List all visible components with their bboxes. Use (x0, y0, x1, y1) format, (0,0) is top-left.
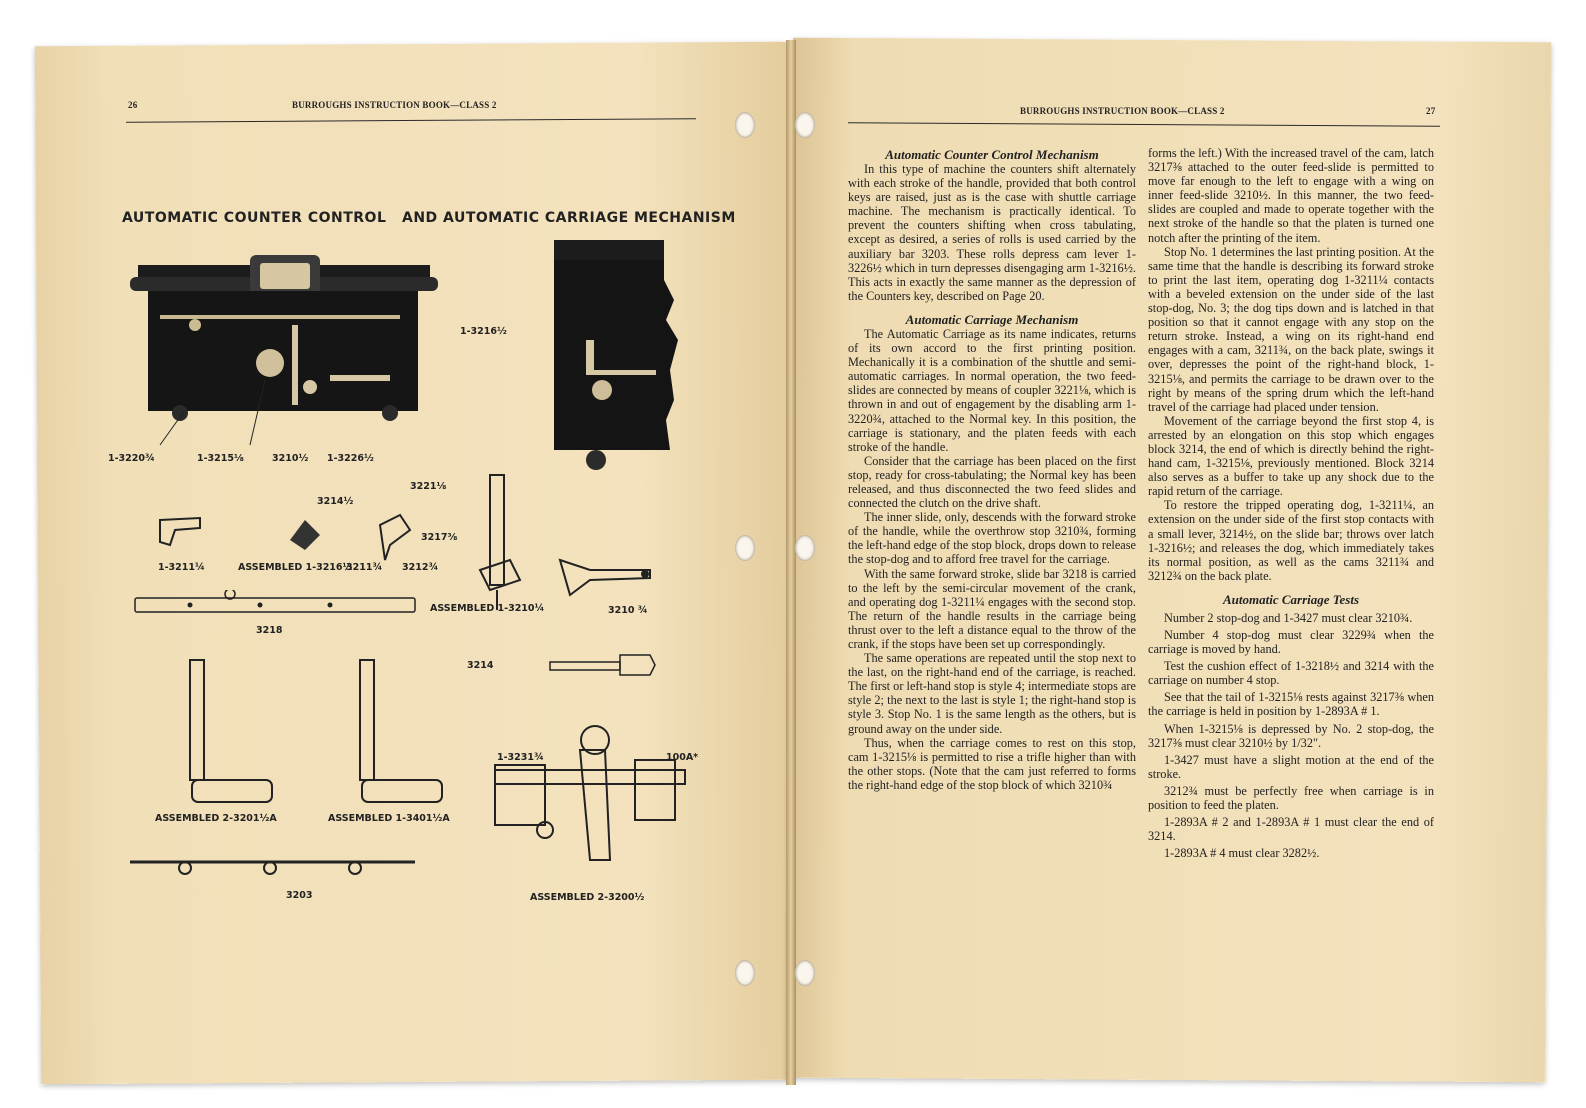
punch-hole (795, 535, 815, 561)
counter-control-photo (120, 245, 450, 455)
test-item: See that the tail of 1-3215⅛ rests against 3217⅜ when the carriage is held in position by 1-2893A # 1. (1148, 690, 1434, 719)
slide-bar-3218 (130, 590, 430, 620)
part-label: 1-3216½ (460, 326, 507, 337)
part-label: ASSEMBLED 1-3216½ (238, 562, 353, 573)
part-label: 3214½ (317, 496, 354, 507)
part-label: 3212¾ (402, 562, 439, 573)
test-item: When 1-3215⅛ is depressed by No. 2 stop-dog, the 3217⅜ must clear 3210½ by 1/32". (1148, 721, 1434, 750)
assembled-1-3401-half-a (340, 650, 450, 820)
part-label: 100A* (666, 752, 699, 763)
assembled-2-3200-half (485, 710, 695, 880)
assembled-2-3201-half-a (170, 650, 280, 820)
section-heading: Automatic Carriage Mechanism (905, 311, 1079, 327)
part-label: ASSEMBLED 2-3201½A (155, 813, 277, 824)
left-page-number: 26 (128, 100, 138, 110)
paragraph: To restore the tripped operating dog, 1-3211¼, an extension on the under side of the first stop contacts with a small lever, 3214½, on the slide bar; throws over latch 1-3216½; and releases the dog, which immediately takes its normal position, as well as the cams 3211¾ and 3212¾ on the back plate. (1148, 498, 1434, 583)
figure-title-right: AND AUTOMATIC CARRIAGE MECHANISM (402, 210, 736, 226)
paragraph: forms the left.) With the increased travel of the cam, latch 3217⅜ attached to the outer feed-slide is permitted to move far enough to the left to engage with a wing on inner feed-slide 3210½. In this manner, the two feed-slides are coupled and made to operate together with the next stroke of the handle so that the platen is turned one notch after the printing of the item. (1148, 146, 1434, 245)
part-label: 3218 (256, 625, 283, 636)
part-label: 3210 ¾ (608, 605, 648, 616)
paragraph: The inner slide, only, descends with the forward stroke of the handle, while the overthrow stop 3210¾, forming the left-hand edge of the stop block, drops down to release the stop-dog and to afford free travel for the carriage. (848, 510, 1136, 567)
section-heading: Automatic Carriage Tests (1222, 591, 1360, 607)
part-label: 3217⅜ (421, 532, 458, 543)
part-label: 1-3211¼ (158, 562, 205, 573)
assembled-1-3210-quarter (460, 470, 560, 610)
part-label: 1-3220¾ (108, 453, 155, 464)
part-3214 (540, 650, 670, 690)
paragraph: In this type of machine the counters shift alternately with each stroke of the handle, provided that both control keys are raised, just as is the case with shuttle carriage machine. The mechanism is practically identical. To prevent the counters shifting when cross tabulating, except as desired, a series of rolls is used carried by the auxiliary bar 3203. These rolls depress cam lever 1-3226½ which in turn depresses disengaging arm 1-3216½. This acts in exactly the same manner as the depression of the Counters key, described on Page 20. (848, 162, 1136, 303)
part-label: 1-3215⅛ (197, 453, 244, 464)
part-label: 3221⅛ (410, 481, 447, 492)
punch-hole (735, 535, 755, 561)
test-item: 1-2893A # 2 and 1-2893A # 1 must clear the end of 3214. (1148, 815, 1434, 844)
part-label: 3214 (467, 660, 494, 671)
part-label: 3210½ (272, 453, 309, 464)
paragraph: Thus, when the carriage comes to rest on this stop, cam 1-3215⅛ is permitted to rise a trifle higher than with the other stops. (Note that the cam just referred to forms the right-hand edge of the stop block of which 3210¾ (848, 735, 1136, 792)
test-item: 1-3427 must have a slight motion at the end of the stroke. (1148, 752, 1434, 781)
part-label: ASSEMBLED 2-3200½ (530, 892, 645, 903)
paragraph: With the same forward stroke, slide bar 3218 is carried to the left by the semi-circular movement of the crank, and operating dog 1-3211¼ engages with the second stop. The return of the handle results in the carriage being thrust over to the left a distance equal to the throw of the crank, if the stops have been set up correspondingly. (848, 566, 1136, 651)
figure-title-left: AUTOMATIC COUNTER CONTROL (122, 210, 387, 226)
open-booklet (30, 30, 1560, 1090)
part-label: 3211¾ (346, 562, 383, 573)
binding-gutter (786, 40, 796, 1085)
part-label: 3203 (286, 890, 313, 901)
test-item: Test the cushion effect of 1-3218½ and 3214 with the carriage on number 4 stop. (1148, 659, 1434, 688)
punch-hole (735, 960, 755, 986)
part-label: 1-3231¾ (497, 752, 544, 763)
text-column-1 (848, 148, 1136, 792)
part-label: ASSEMBLED 1-3401½A (328, 813, 450, 824)
punch-hole (795, 112, 815, 138)
paragraph: The same operations are repeated until the stop next to the last, on the right-hand end of the carriage, is reached. The first or left-hand stop is style 4; intermediate stops are style 2; the next to the last is style 1; the right-hand stop is style 3. Stop No. 1 is the same length as the others, but is ground away on the under side. (848, 651, 1136, 736)
punch-hole (735, 112, 755, 138)
part-label: 1-3226½ (327, 453, 374, 464)
punch-hole (795, 960, 815, 986)
paragraph: Consider that the carriage has been placed on the first stop, ready for cross-tabulating; the Normal key has been released, and thus disconnected the two feed slides and connected the clutch on the drive shaft. (848, 453, 1136, 511)
test-item: Number 2 stop-dog and 1-3427 must clear 3210¾. (1164, 610, 1413, 625)
left-running-head: BURROUGHS INSTRUCTION BOOK—CLASS 2 (292, 100, 497, 110)
right-running-head: BURROUGHS INSTRUCTION BOOK—CLASS 2 (1020, 106, 1225, 116)
test-item: Number 4 stop-dog must clear 3229¾ when the carriage is moved by hand. (1148, 628, 1434, 657)
part-label: ASSEMBLED 1-3210¼ (430, 603, 545, 614)
paragraph: Stop No. 1 determines the last printing position. At the same time that the handle is describing its forward stroke to print the last item, operating dog 1-3211¼ contacts with a beveled extension on the under side of the last stop-dog, No. 3; the dog tips down and is latched in that position so that it cannot engage with any stop on the return stroke. Instead, a wing on its right-hand end engages with a cam, 3211¾, on the back plate, swings it over, depresses the point of the right-hand block, 1-3215⅛, and permits the carriage to be drawn over to the right by means of the spring drum which the left-hand travel of the carriage had placed under tension. (1148, 244, 1434, 414)
paragraph: The Automatic Carriage as its name indicates, returns of its own accord to the first printing position. Mechanically it is a combination of the shuttle and semi-automatic carriages. In normal operation, the two feed-slides are connected by means of coupler 3221⅛, which is thrown in and out of engagement by the disabling arm 1-3220¾, attached to the Normal key. In this position, the carriage is stationary, and the platen feeds with each stroke of the handle. (848, 326, 1136, 454)
paragraph: Movement of the carriage beyond the first stop 4, is arrested by an elongation on this stop which engages block 3214, the end of which is directly behind the right-hand cam, 1-3215⅛, previously mentioned. Block 3214 also serves as a buffer to take up any shock due to the rapid return of the carriage. (1148, 413, 1434, 499)
test-item: 3212¾ must be perfectly free when carriage is in position to feed the platen. (1148, 783, 1434, 813)
section-heading: Automatic Counter Control Mechanism (885, 147, 1099, 162)
auxiliary-bar-3203 (130, 850, 420, 890)
right-page-number: 27 (1426, 106, 1436, 116)
carriage-photo (546, 240, 696, 490)
test-item: 1-2893A # 4 must clear 3282½. (1164, 846, 1320, 861)
text-column-2 (1148, 146, 1434, 860)
